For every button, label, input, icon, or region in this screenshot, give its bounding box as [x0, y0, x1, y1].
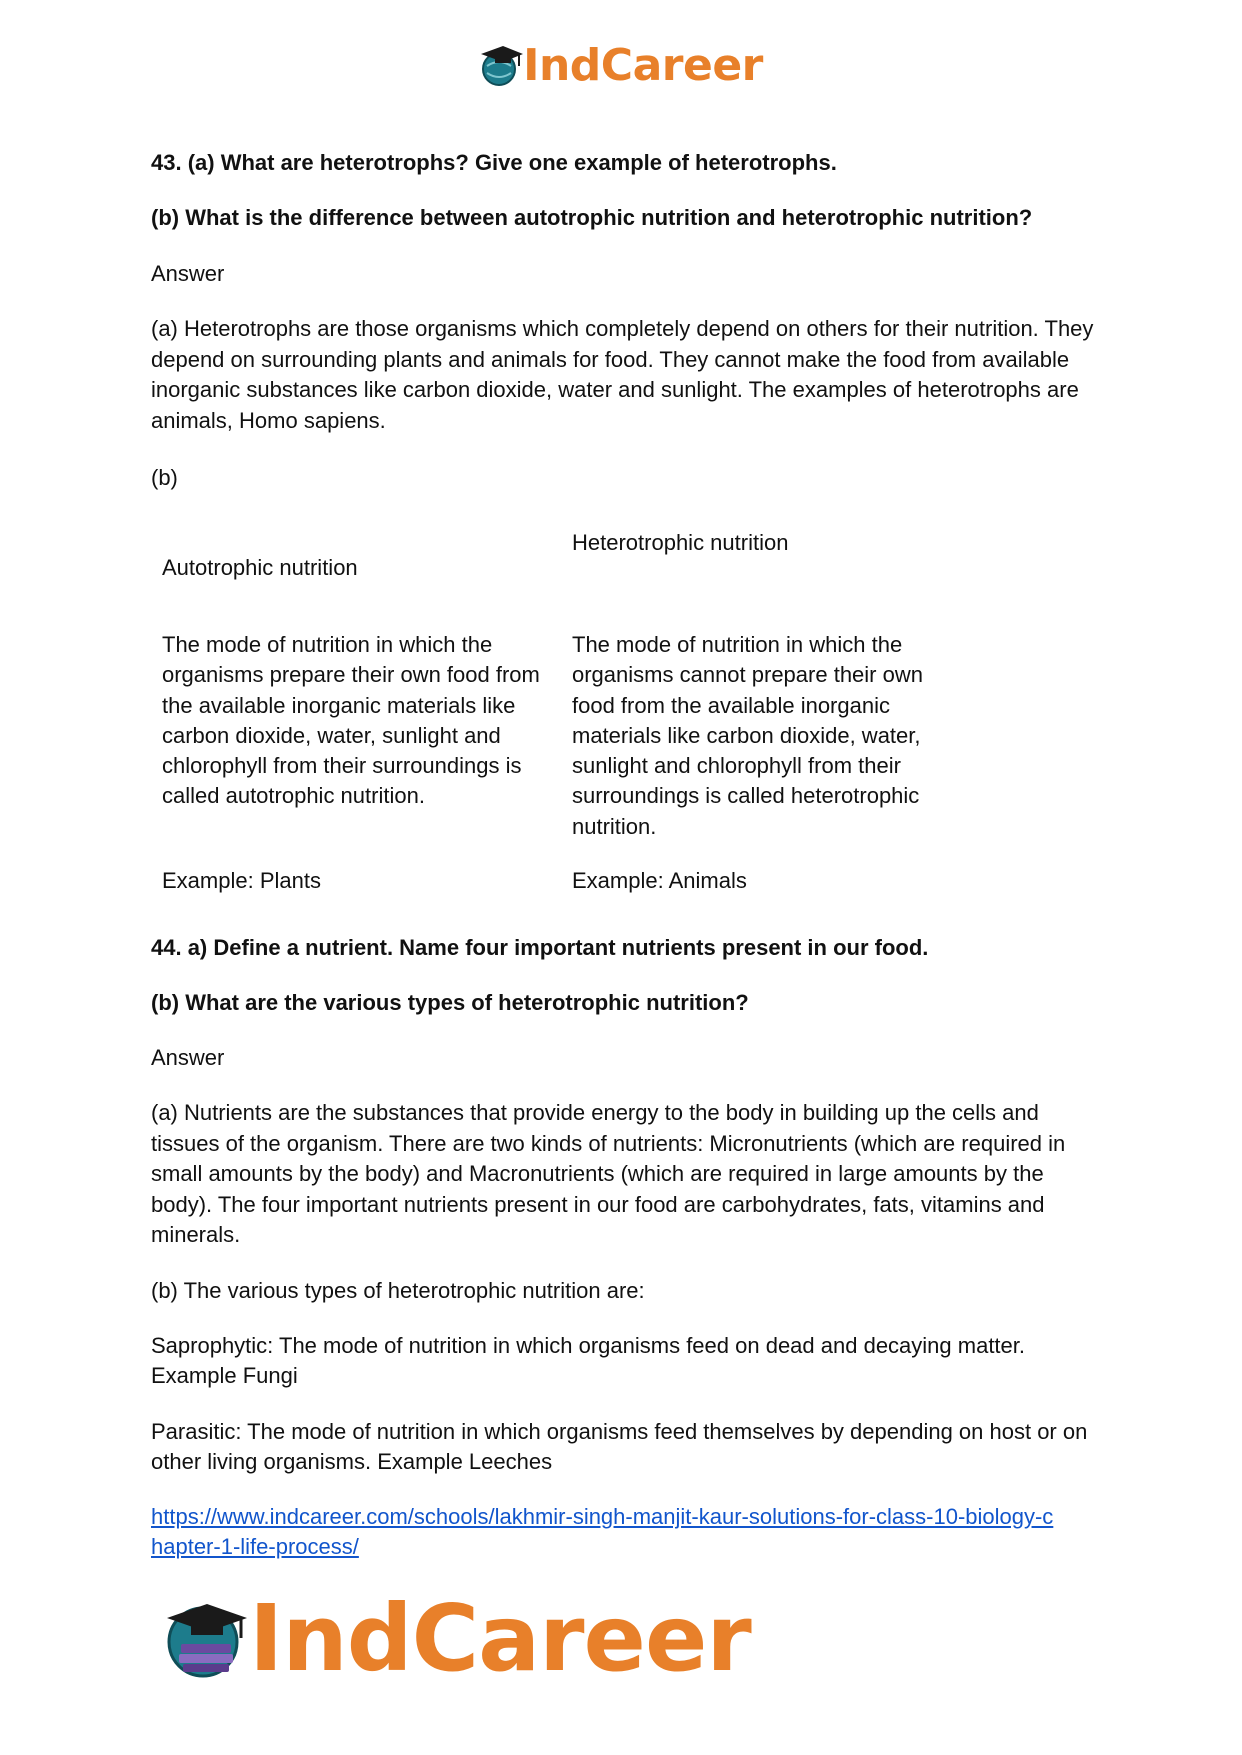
footer-logo — [163, 1585, 751, 1692]
table-cell-heterotrophic-definition: The mode of nutrition in which the organisms cannot prepare their own food from the available inorganic materials like carbon dioxide, water, sunlight and chlorophyll from their surroundings is called heterotrophic nutrition. — [572, 632, 923, 839]
answer-label: Answer — [151, 1045, 225, 1070]
answer-43-b-label: (b) — [151, 465, 178, 490]
answer-label: Answer — [151, 261, 225, 286]
answer-44-a: (a) Nutrients are the substances that provide energy to the body in building up the cells and tissues of the organism. There are two kinds of nutrients: Micronutrients (which are required in small amounts by the body) and Macronutrients (which are required in large amounts by the body). The four important nutrients present in our food are carbohydrates, fats, vitamins and minerals. — [151, 1100, 1066, 1247]
logo-text: IndCareer — [523, 40, 763, 91]
source-link[interactable] — [151, 1502, 1096, 1562]
answer-44-b-intro: (b) The various types of heterotrophic nutrition are: — [151, 1278, 645, 1303]
answer-saprophytic: Saprophytic: The mode of nutrition in which organisms feed on dead and decaying matter. Example Fungi — [151, 1333, 1026, 1388]
graduation-cap-globe-icon — [479, 44, 523, 88]
question-43-b: (b) What is the difference between autotrophic nutrition and heterotrophic nutrition? — [151, 205, 1033, 230]
logo-text: IndCareer — [249, 1585, 751, 1692]
table-header-heterotrophic: Heterotrophic nutrition — [572, 530, 789, 555]
table-cell-autotrophic-example: Example: Plants — [162, 868, 321, 893]
table-cell-heterotrophic-example: Example: Animals — [572, 868, 747, 893]
graduation-cap-books-icon — [163, 1596, 249, 1682]
answer-parasitic: Parasitic: The mode of nutrition in which organisms feed themselves by depending on host or on other living organisms. Example Leeches — [151, 1419, 1088, 1474]
question-44-a: 44. a) Define a nutrient. Name four important nutrients present in our food. — [151, 935, 929, 960]
header-logo — [0, 40, 1242, 91]
table-cell-autotrophic-definition: The mode of nutrition in which the organisms prepare their own food from the available inorganic materials like carbon dioxide, water, sunlight and chlorophyll from their surroundings is called autotrophic nutrition. — [162, 632, 540, 809]
question-44-b: (b) What are the various types of heterotrophic nutrition? — [151, 990, 749, 1015]
question-43-a: 43. (a) What are heterotrophs? Give one example of heterotrophs. — [151, 150, 837, 175]
source-link-line-1: https://www.indcareer.com/schools/lakhmir-singh-manjit-kaur-solutions-for-class-10-biology-c — [151, 1504, 1054, 1529]
answer-43-a: (a) Heterotrophs are those organisms which completely depend on others for their nutrition. They depend on surrounding plants and animals for food. They cannot make the food from available inorganic substances like carbon dioxide, water and sunlight. The examples of heterotrophs are animals, Homo sapiens. — [151, 316, 1094, 433]
table-header-autotrophic: Autotrophic nutrition — [162, 555, 358, 580]
source-link-line-2: hapter-1-life-process/ — [151, 1534, 359, 1559]
